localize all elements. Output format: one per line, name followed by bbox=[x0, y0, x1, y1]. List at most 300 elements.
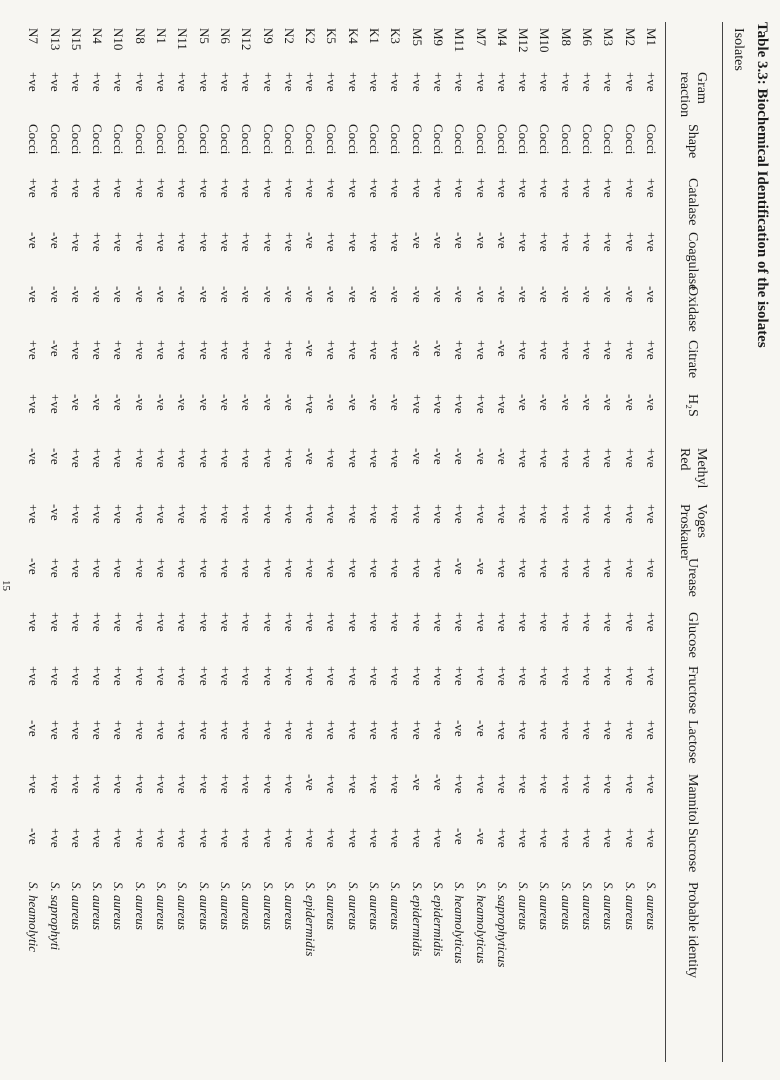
test-result: Cocci bbox=[558, 124, 574, 155]
test-result: +ve bbox=[324, 448, 340, 468]
table-row bbox=[642, 0, 660, 1060]
test-result: +ve bbox=[218, 612, 233, 632]
table-row bbox=[88, 0, 106, 1060]
test-result: +ve bbox=[452, 774, 468, 794]
isolate-id: N15 bbox=[68, 28, 84, 51]
test-result: -ve bbox=[409, 286, 425, 303]
test-result: +ve bbox=[580, 666, 596, 686]
test-result: +ve bbox=[516, 504, 532, 524]
test-result: +ve bbox=[260, 340, 276, 360]
test-result: +ve bbox=[90, 178, 106, 198]
test-result: Cocci bbox=[218, 124, 233, 155]
test-result: +ve bbox=[68, 504, 84, 524]
page-number: 15 bbox=[0, 580, 12, 591]
test-result: +ve bbox=[47, 72, 63, 92]
test-result: +ve bbox=[303, 558, 319, 578]
test-result: +ve bbox=[345, 448, 361, 468]
test-result: -ve bbox=[324, 286, 340, 303]
test-result: -ve bbox=[516, 394, 532, 411]
test-result: +ve bbox=[409, 394, 425, 414]
test-result: +ve bbox=[175, 72, 191, 92]
test-result: +ve bbox=[345, 828, 361, 848]
probable-identity: S. aureus bbox=[68, 882, 84, 930]
test-result: +ve bbox=[388, 178, 404, 198]
test-result: +ve bbox=[281, 504, 297, 524]
column-header: Mannitol bbox=[685, 774, 701, 826]
test-result: +ve bbox=[239, 828, 255, 848]
test-result: +ve bbox=[537, 72, 553, 92]
test-result: +ve bbox=[580, 774, 596, 794]
isolate-id: M9 bbox=[431, 28, 446, 47]
test-result: +ve bbox=[537, 504, 553, 524]
test-result: +ve bbox=[367, 178, 383, 198]
test-result: +ve bbox=[345, 558, 361, 578]
test-result: Cocci bbox=[239, 124, 255, 155]
isolate-id: K5 bbox=[324, 28, 340, 44]
test-result: +ve bbox=[196, 828, 212, 848]
isolate-id: M10 bbox=[537, 28, 553, 53]
test-result: +ve bbox=[558, 448, 574, 468]
isolate-id: N4 bbox=[90, 28, 106, 44]
test-result: +ve bbox=[324, 666, 340, 686]
test-result: +ve bbox=[260, 232, 276, 252]
test-result: -ve bbox=[26, 558, 42, 575]
isolate-id: N9 bbox=[260, 28, 276, 44]
test-result: +ve bbox=[537, 340, 553, 360]
isolate-id: N1 bbox=[154, 28, 170, 44]
table-row bbox=[493, 0, 511, 1060]
test-result: +ve bbox=[281, 448, 297, 468]
test-result: -ve bbox=[218, 394, 233, 411]
test-result: +ve bbox=[516, 340, 532, 360]
isolate-id: M3 bbox=[601, 28, 617, 47]
test-result: +ve bbox=[431, 394, 446, 414]
test-result: +ve bbox=[154, 558, 170, 578]
test-result: +ve bbox=[473, 666, 489, 686]
test-result: +ve bbox=[580, 178, 596, 198]
isolate-id: M7 bbox=[473, 28, 489, 47]
table-row bbox=[557, 0, 575, 1060]
probable-identity: S. aureus bbox=[537, 882, 553, 930]
probable-identity: S. aureus bbox=[218, 882, 233, 930]
test-result: +ve bbox=[644, 504, 659, 524]
table-row bbox=[301, 0, 319, 1060]
test-result: +ve bbox=[303, 178, 319, 198]
test-result: +ve bbox=[132, 828, 148, 848]
test-result: +ve bbox=[494, 504, 510, 524]
test-result: Cocci bbox=[622, 124, 638, 155]
test-result: -ve bbox=[303, 340, 319, 357]
test-result: +ve bbox=[452, 666, 468, 686]
test-result: +ve bbox=[239, 448, 255, 468]
probable-identity: S. aureus bbox=[644, 882, 659, 930]
test-result: +ve bbox=[281, 828, 297, 848]
test-result: +ve bbox=[558, 178, 574, 198]
test-result: +ve bbox=[260, 448, 276, 468]
test-result: -ve bbox=[452, 232, 468, 249]
test-result: +ve bbox=[260, 504, 276, 524]
test-result: +ve bbox=[558, 612, 574, 632]
column-header: H₂S bbox=[685, 394, 701, 417]
column-header: Voges Proskauer bbox=[677, 504, 709, 560]
test-result: +ve bbox=[388, 666, 404, 686]
test-result: +ve bbox=[90, 340, 106, 360]
test-result: +ve bbox=[580, 612, 596, 632]
test-result: +ve bbox=[494, 666, 510, 686]
test-result: +ve bbox=[196, 720, 212, 740]
test-result: +ve bbox=[580, 558, 596, 578]
test-result: +ve bbox=[452, 612, 468, 632]
test-result: Cocci bbox=[494, 124, 510, 155]
test-result: +ve bbox=[537, 232, 553, 252]
test-result: +ve bbox=[218, 232, 233, 252]
test-result: Cocci bbox=[68, 124, 84, 155]
probable-identity: S. aureus bbox=[345, 882, 361, 930]
test-result: +ve bbox=[622, 720, 638, 740]
test-result: -ve bbox=[409, 774, 425, 791]
test-result: -ve bbox=[431, 774, 446, 791]
test-result: +ve bbox=[239, 178, 255, 198]
test-result: +ve bbox=[154, 828, 170, 848]
test-result: +ve bbox=[154, 720, 170, 740]
test-result: +ve bbox=[388, 828, 404, 848]
column-header: Shape bbox=[685, 124, 701, 159]
test-result: +ve bbox=[111, 178, 127, 198]
test-result: +ve bbox=[68, 448, 84, 468]
test-result: +ve bbox=[601, 828, 617, 848]
test-result: +ve bbox=[196, 666, 212, 686]
isolate-id: N8 bbox=[132, 28, 148, 44]
test-result: +ve bbox=[239, 72, 255, 92]
test-result: +ve bbox=[409, 72, 425, 92]
test-result: -ve bbox=[494, 448, 510, 465]
test-result: +ve bbox=[132, 558, 148, 578]
test-result: +ve bbox=[68, 774, 84, 794]
test-result: +ve bbox=[345, 232, 361, 252]
test-result: +ve bbox=[175, 178, 191, 198]
test-result: +ve bbox=[90, 666, 106, 686]
test-result: +ve bbox=[175, 666, 191, 686]
test-result: +ve bbox=[154, 178, 170, 198]
test-result: +ve bbox=[132, 774, 148, 794]
table-row bbox=[195, 0, 213, 1060]
test-result: +ve bbox=[260, 720, 276, 740]
probable-identity: S. aureus bbox=[622, 882, 638, 930]
test-result: -ve bbox=[644, 286, 659, 303]
test-result: +ve bbox=[473, 612, 489, 632]
test-result: +ve bbox=[622, 504, 638, 524]
test-result: Cocci bbox=[26, 124, 42, 155]
isolates-column-label: Isolates bbox=[731, 28, 746, 71]
test-result: -ve bbox=[537, 394, 553, 411]
test-result: -ve bbox=[452, 286, 468, 303]
test-result: +ve bbox=[324, 504, 340, 524]
probable-identity: S. epidermidis bbox=[431, 882, 446, 957]
test-result: +ve bbox=[644, 232, 659, 252]
test-result: +ve bbox=[558, 72, 574, 92]
test-result: +ve bbox=[580, 720, 596, 740]
test-result: +ve bbox=[601, 558, 617, 578]
test-result: -ve bbox=[260, 286, 276, 303]
test-result: +ve bbox=[324, 232, 340, 252]
test-result: +ve bbox=[601, 448, 617, 468]
test-result: +ve bbox=[580, 232, 596, 252]
column-header: Sucrose bbox=[685, 828, 701, 873]
test-result: +ve bbox=[431, 720, 446, 740]
test-result: -ve bbox=[473, 448, 489, 465]
test-result: +ve bbox=[622, 612, 638, 632]
test-result: +ve bbox=[111, 558, 127, 578]
test-result: -ve bbox=[431, 286, 446, 303]
test-result: +ve bbox=[431, 828, 446, 848]
probable-identity: S. aureus bbox=[367, 882, 383, 930]
isolate-id: K1 bbox=[367, 28, 383, 44]
test-result: +ve bbox=[494, 178, 510, 198]
test-result: +ve bbox=[324, 612, 340, 632]
test-result: -ve bbox=[175, 394, 191, 411]
probable-identity: S. saprophyti bbox=[47, 882, 63, 951]
isolate-id: M5 bbox=[409, 28, 425, 47]
test-result: +ve bbox=[90, 232, 106, 252]
test-result: +ve bbox=[345, 504, 361, 524]
test-result: +ve bbox=[281, 72, 297, 92]
test-result: +ve bbox=[68, 72, 84, 92]
test-result: +ve bbox=[239, 612, 255, 632]
test-result: +ve bbox=[239, 666, 255, 686]
test-result: +ve bbox=[367, 72, 383, 92]
test-result: -ve bbox=[345, 394, 361, 411]
test-result: +ve bbox=[26, 774, 42, 794]
test-result: +ve bbox=[260, 612, 276, 632]
test-result: +ve bbox=[303, 828, 319, 848]
test-result: Cocci bbox=[132, 124, 148, 155]
probable-identity: S. heamolyticus bbox=[473, 882, 489, 964]
test-result: Cocci bbox=[281, 124, 297, 155]
probable-identity: S. aureus bbox=[132, 882, 148, 930]
test-result: +ve bbox=[345, 340, 361, 360]
test-result: -ve bbox=[452, 558, 468, 575]
test-result: +ve bbox=[537, 828, 553, 848]
table-row bbox=[599, 0, 617, 1060]
test-result: +ve bbox=[111, 340, 127, 360]
test-result: +ve bbox=[175, 504, 191, 524]
test-result: Cocci bbox=[409, 124, 425, 155]
test-result: +ve bbox=[239, 504, 255, 524]
test-result: +ve bbox=[47, 666, 63, 686]
test-result: +ve bbox=[154, 72, 170, 92]
test-result: +ve bbox=[367, 774, 383, 794]
test-result: -ve bbox=[431, 340, 446, 357]
test-result: -ve bbox=[345, 286, 361, 303]
test-result: +ve bbox=[324, 558, 340, 578]
test-result: +ve bbox=[324, 72, 340, 92]
test-result: +ve bbox=[622, 828, 638, 848]
table-caption: Table 3.3: Biochemical Identification of the isolates bbox=[754, 22, 770, 348]
test-result: +ve bbox=[324, 178, 340, 198]
test-result: +ve bbox=[281, 666, 297, 686]
test-result: +ve bbox=[218, 178, 233, 198]
test-result: +ve bbox=[388, 774, 404, 794]
probable-identity: S. heamolyticus bbox=[452, 882, 468, 964]
test-result: -ve bbox=[68, 286, 84, 303]
test-result: +ve bbox=[218, 720, 233, 740]
test-result: +ve bbox=[644, 612, 659, 632]
test-result: -ve bbox=[47, 504, 63, 521]
test-result: -ve bbox=[303, 286, 319, 303]
test-result: -ve bbox=[26, 828, 42, 845]
test-result: -ve bbox=[580, 286, 596, 303]
test-result: +ve bbox=[558, 558, 574, 578]
test-result: Cocci bbox=[260, 124, 276, 155]
test-result: Cocci bbox=[47, 124, 63, 155]
test-result: -ve bbox=[47, 340, 63, 357]
test-result: +ve bbox=[260, 828, 276, 848]
probable-identity: S. aureus bbox=[558, 882, 574, 930]
test-result: +ve bbox=[431, 504, 446, 524]
isolate-id: N7 bbox=[26, 28, 42, 44]
column-header: Urease bbox=[685, 558, 701, 597]
test-result: +ve bbox=[431, 178, 446, 198]
test-result: -ve bbox=[494, 286, 510, 303]
test-result: +ve bbox=[26, 72, 42, 92]
probable-identity: S. heamolytic bbox=[26, 882, 42, 953]
probable-identity: S. aureus bbox=[196, 882, 212, 930]
test-result: -ve bbox=[175, 286, 191, 303]
test-result: -ve bbox=[68, 394, 84, 411]
test-result: +ve bbox=[537, 612, 553, 632]
test-result: -ve bbox=[388, 286, 404, 303]
test-result: +ve bbox=[644, 558, 659, 578]
test-result: +ve bbox=[473, 72, 489, 92]
test-result: +ve bbox=[68, 612, 84, 632]
test-result: +ve bbox=[111, 828, 127, 848]
probable-identity: S. saprophyticus bbox=[494, 882, 510, 968]
probable-identity: S. epidermidis bbox=[303, 882, 319, 957]
test-result: -ve bbox=[367, 286, 383, 303]
test-result: -ve bbox=[303, 448, 319, 465]
test-result: +ve bbox=[516, 72, 532, 92]
test-result: +ve bbox=[175, 558, 191, 578]
test-result: +ve bbox=[580, 504, 596, 524]
test-result: +ve bbox=[132, 72, 148, 92]
test-result: +ve bbox=[47, 828, 63, 848]
test-result: +ve bbox=[516, 232, 532, 252]
test-result: -ve bbox=[431, 232, 446, 249]
test-result: +ve bbox=[601, 340, 617, 360]
table-row bbox=[429, 0, 447, 1060]
test-result: +ve bbox=[367, 720, 383, 740]
table-row bbox=[152, 0, 170, 1060]
test-result: -ve bbox=[388, 394, 404, 411]
test-result: +ve bbox=[68, 828, 84, 848]
test-result: Cocci bbox=[601, 124, 617, 155]
isolate-id: N2 bbox=[281, 28, 297, 44]
isolate-id: M4 bbox=[494, 28, 510, 47]
test-result: +ve bbox=[90, 504, 106, 524]
test-result: +ve bbox=[47, 178, 63, 198]
test-result: -ve bbox=[473, 286, 489, 303]
test-result: +ve bbox=[537, 558, 553, 578]
test-result: +ve bbox=[175, 340, 191, 360]
test-result: +ve bbox=[196, 178, 212, 198]
test-result: +ve bbox=[580, 828, 596, 848]
test-result: +ve bbox=[132, 232, 148, 252]
test-result: +ve bbox=[622, 340, 638, 360]
isolate-id: N12 bbox=[239, 28, 255, 51]
isolate-id: M2 bbox=[622, 28, 638, 47]
test-result: -ve bbox=[47, 286, 63, 303]
test-result: +ve bbox=[303, 72, 319, 92]
test-result: +ve bbox=[281, 720, 297, 740]
table-row bbox=[67, 0, 85, 1060]
test-result: +ve bbox=[516, 558, 532, 578]
test-result: +ve bbox=[239, 232, 255, 252]
test-result: -ve bbox=[644, 394, 659, 411]
table-row bbox=[472, 0, 490, 1060]
test-result: +ve bbox=[537, 774, 553, 794]
test-result: +ve bbox=[494, 828, 510, 848]
test-result: +ve bbox=[90, 612, 106, 632]
isolate-id: K4 bbox=[345, 28, 361, 44]
test-result: +ve bbox=[473, 340, 489, 360]
test-result: -ve bbox=[90, 394, 106, 411]
test-result: +ve bbox=[644, 828, 659, 848]
test-result: +ve bbox=[154, 774, 170, 794]
test-result: +ve bbox=[196, 340, 212, 360]
test-result: +ve bbox=[175, 774, 191, 794]
test-result: +ve bbox=[452, 340, 468, 360]
test-result: Cocci bbox=[388, 124, 404, 155]
test-result: -ve bbox=[111, 286, 127, 303]
isolate-id: M11 bbox=[452, 28, 468, 53]
test-result: +ve bbox=[644, 774, 659, 794]
test-result: +ve bbox=[367, 612, 383, 632]
test-result: +ve bbox=[473, 178, 489, 198]
test-result: +ve bbox=[516, 720, 532, 740]
test-result: Cocci bbox=[644, 124, 659, 155]
test-result: -ve bbox=[409, 340, 425, 357]
test-result: +ve bbox=[47, 774, 63, 794]
test-result: -ve bbox=[622, 394, 638, 411]
test-result: -ve bbox=[601, 286, 617, 303]
test-result: +ve bbox=[239, 340, 255, 360]
test-result: +ve bbox=[68, 232, 84, 252]
test-result: +ve bbox=[580, 72, 596, 92]
test-result: +ve bbox=[516, 666, 532, 686]
test-result: +ve bbox=[196, 504, 212, 524]
test-result: +ve bbox=[601, 720, 617, 740]
test-result: +ve bbox=[601, 232, 617, 252]
test-result: +ve bbox=[601, 774, 617, 794]
test-result: Cocci bbox=[111, 124, 127, 155]
isolate-id: N5 bbox=[196, 28, 212, 44]
test-result: +ve bbox=[537, 666, 553, 686]
test-result: +ve bbox=[26, 178, 42, 198]
test-result: +ve bbox=[601, 72, 617, 92]
test-result: +ve bbox=[260, 72, 276, 92]
test-result: +ve bbox=[218, 666, 233, 686]
probable-identity: S. aureus bbox=[281, 882, 297, 930]
test-result: +ve bbox=[196, 448, 212, 468]
test-result: +ve bbox=[601, 666, 617, 686]
test-result: -ve bbox=[516, 286, 532, 303]
table-row bbox=[46, 0, 64, 1060]
test-result: +ve bbox=[324, 774, 340, 794]
table-row bbox=[131, 0, 149, 1060]
test-result: +ve bbox=[154, 232, 170, 252]
test-result: -ve bbox=[281, 286, 297, 303]
test-result: +ve bbox=[622, 72, 638, 92]
